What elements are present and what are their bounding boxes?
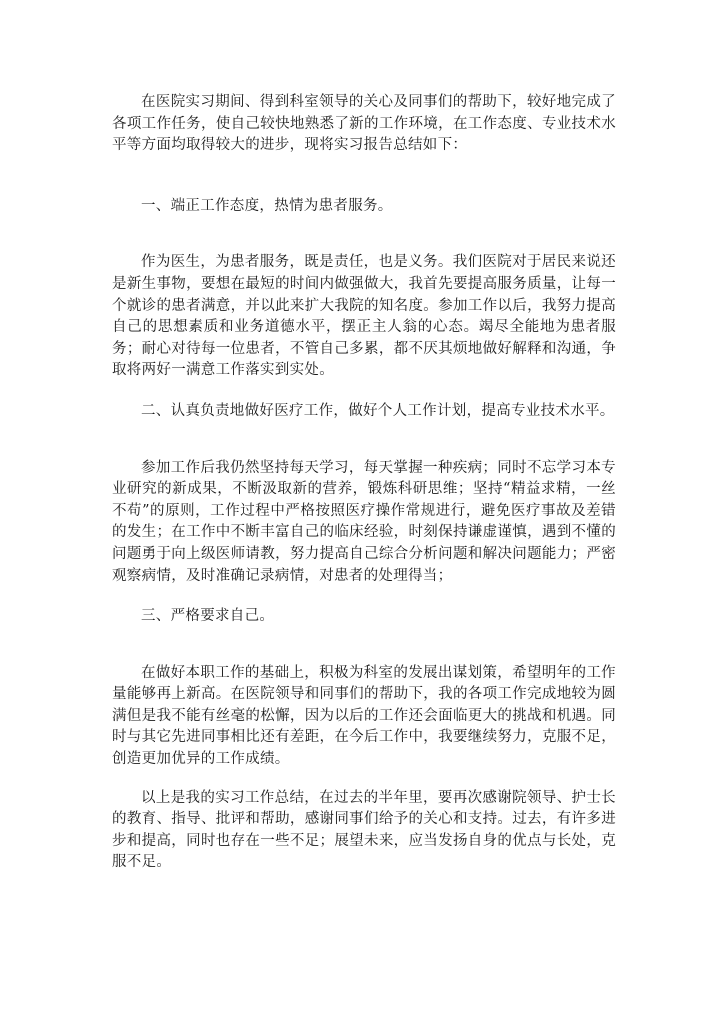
spacer bbox=[112, 628, 616, 663]
section-body-2: 参加工作后我仍然坚持每天学习，每天掌握一种疾病；同时不忘学习本专业研究的新成果，不断汲取新的营养，锻炼科研思维；坚持“精益求精，一丝不苟”的原则，工作过程中严格按照医疗操作常规进行，避免医疗事故及差错的发生；在工作中不断丰富自己的临床经验，时刻保持谦虚谨慎，遇到不懂的问题勇于向上级医师请教，努力提高自己综合分析问题和解决问题能力；严密观察病情，及时准确记录病情，对患者的处理得当； bbox=[112, 459, 616, 584]
section-body-3: 在做好本职工作的基础上，积极为科室的发展出谋划策，希望明年的工作量能够再上新高。在医院领导和同事们的帮助下，我的各项工作完成地较为圆满但是我不能有丝毫的松懈，因为以后的工作还会面临更大的挑战和机遇。同时与其它先进同事相比还有差距，在今后工作中，我要继续努力，克服不足，创造更加优异的工作成绩。 bbox=[112, 664, 616, 768]
document-page bbox=[112, 92, 616, 874]
section-body-1: 作为医生，为患者服务，既是责任，也是义务。我们医院对于居民来说还是新生事物，要想在最短的时间内做强做大，我首先要提高服务质量，让每一个就诊的患者满意，并以此来扩大我院的知名度。参加工作以后，我努力提高自己的思想素质和业务道德水平，摆正主人翁的心态。竭尽全能地为患者服务；耐心对待每一位患者，不管自己多累，都不厌其烦地做好解释和沟通，争取将两好一满意工作落实到实处。 bbox=[112, 254, 616, 379]
intro-paragraph: 在医院实习期间、得到科室领导的关心及同事们的帮助下，较好地完成了各项工作任务，使自己较快地熟悉了新的工作环境，在工作态度、专业技术水平等方面均取得较大的进步，现将实习报告总结如下： bbox=[112, 94, 616, 154]
section-heading-3: 三、严格要求自己。 bbox=[141, 608, 275, 625]
spacer bbox=[112, 771, 616, 788]
spacer bbox=[112, 157, 616, 196]
spacer bbox=[112, 217, 616, 252]
spacer bbox=[112, 423, 616, 458]
section-heading-1: 一、端正工作态度，热情为患者服务。 bbox=[141, 197, 393, 214]
closing-paragraph: 以上是我的实习工作总结，在过去的半年里，要再次感谢院领导、护士长的教育、指导、批评和帮助，感谢同事们给予的关心和支持。过去，有许多进步和提高，同时也存在一些不足；展望未来，应当发扬自身的优点与长处，克服不足。 bbox=[112, 789, 616, 871]
spacer bbox=[112, 382, 616, 401]
section-heading-2: 二、认真负责地做好医疗工作，做好个人工作计划，提高专业技术水平。 bbox=[141, 402, 615, 419]
spacer bbox=[112, 587, 616, 606]
